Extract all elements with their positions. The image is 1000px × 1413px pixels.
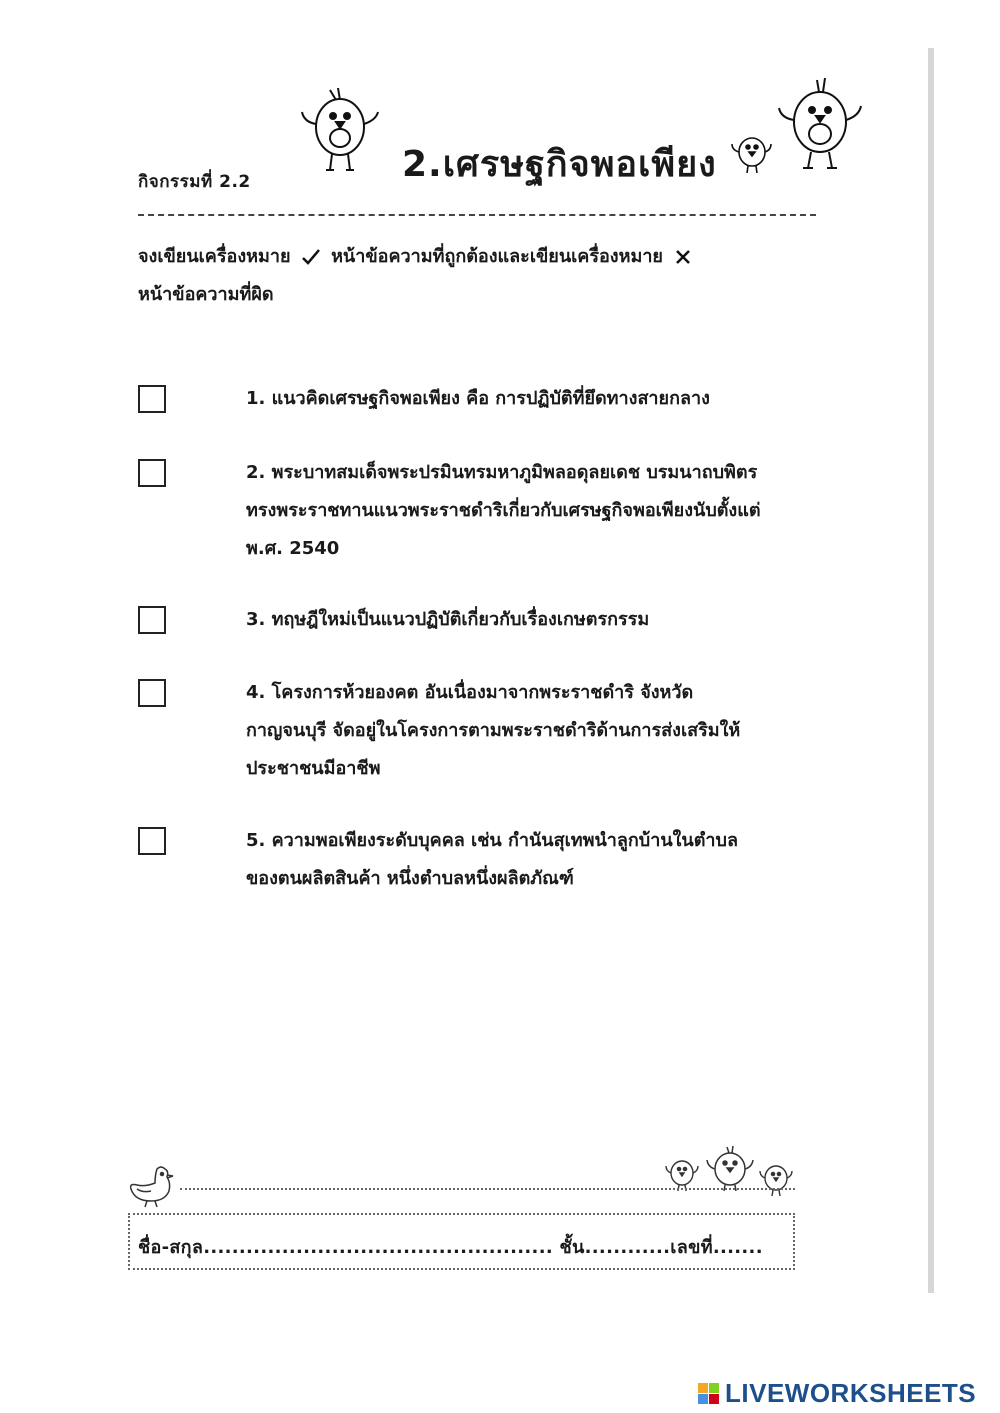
answer-checkbox-1[interactable] <box>138 385 166 413</box>
activity-label: กิจกรรมที่ 2.2 <box>138 172 251 192</box>
liveworksheets-logo-icon <box>698 1383 719 1404</box>
cross-icon <box>673 247 693 267</box>
statement-line: ของตนผลิตสินค้า หนึ่งตำบลหนึ่งผลิตภัณฑ์ <box>246 868 574 889</box>
instruction-text-1: จงเขียนเครื่องหมาย <box>138 246 291 267</box>
statement-line: พ.ศ. 2540 <box>246 538 340 559</box>
chick-icon <box>705 1143 755 1193</box>
page-edge <box>928 48 934 1293</box>
answer-checkbox-5[interactable] <box>138 827 166 855</box>
dashed-divider <box>138 214 816 216</box>
answer-checkbox-3[interactable] <box>138 606 166 634</box>
statement-4 <box>246 674 846 788</box>
statement-line: 5. ความพอเพียงระดับบุคคล เช่น กำนันสุเทพนำลูกบ้านในตำบล <box>246 830 738 851</box>
brand-name: LIVEWORKSHEETS <box>725 1378 977 1408</box>
name-class-number-line[interactable]: ชื่อ-สกุล................................................. ชั้น............เลขที่....... <box>138 1237 763 1258</box>
statement-line: 2. พระบาทสมเด็จพระปรมินทรมหาภูมิพลอดุลยเดช บรมนาถบพิตร <box>246 462 758 483</box>
statement-line: กาญจนบุรี จัดอยู่ในโครงการตามพระราชดำริด้านการส่งเสริมให้ <box>246 720 741 741</box>
statement-line: ประชาชนมีอาชีพ <box>246 758 381 779</box>
statement-line: 1. แนวคิดเศรษฐกิจพอเพียง คือ การปฏิบัติที่ยึดทางสายกลาง <box>246 388 710 409</box>
answer-checkbox-4[interactable] <box>138 679 166 707</box>
instructions <box>138 238 758 314</box>
statement-3 <box>246 601 846 639</box>
hen-icon <box>125 1163 175 1208</box>
liveworksheets-brand[interactable] <box>698 1378 976 1409</box>
statement-line: ทรงพระราชทานแนวพระราชดำริเกี่ยวกับเศรษฐกิจพอเพียงนับตั้งแต่ <box>246 500 761 521</box>
bird-icon <box>775 74 865 174</box>
statement-line: 4. โครงการห้วยองคต อันเนื่องมาจากพระราชดำริ จังหวัด <box>246 682 694 703</box>
statement-1 <box>246 380 846 418</box>
footer-divider <box>180 1188 795 1190</box>
check-icon <box>301 247 321 267</box>
statement-line: 3. ทฤษฎีใหม่เป็นแนวปฏิบัติเกี่ยวกับเรื่องเกษตรกรรม <box>246 609 650 630</box>
statement-5 <box>246 822 846 898</box>
instruction-text-3: หน้าข้อความที่ผิด <box>138 284 274 305</box>
answer-checkbox-2[interactable] <box>138 459 166 487</box>
statement-2 <box>246 454 846 568</box>
bird-icon <box>300 82 380 177</box>
page-title: 2.เศรษฐกิจพอเพียง <box>402 144 717 185</box>
bird-icon <box>730 130 772 175</box>
instruction-text-2: หน้าข้อความที่ถูกต้องและเขียนเครื่องหมาย <box>331 246 663 267</box>
chick-icon <box>758 1160 794 1198</box>
